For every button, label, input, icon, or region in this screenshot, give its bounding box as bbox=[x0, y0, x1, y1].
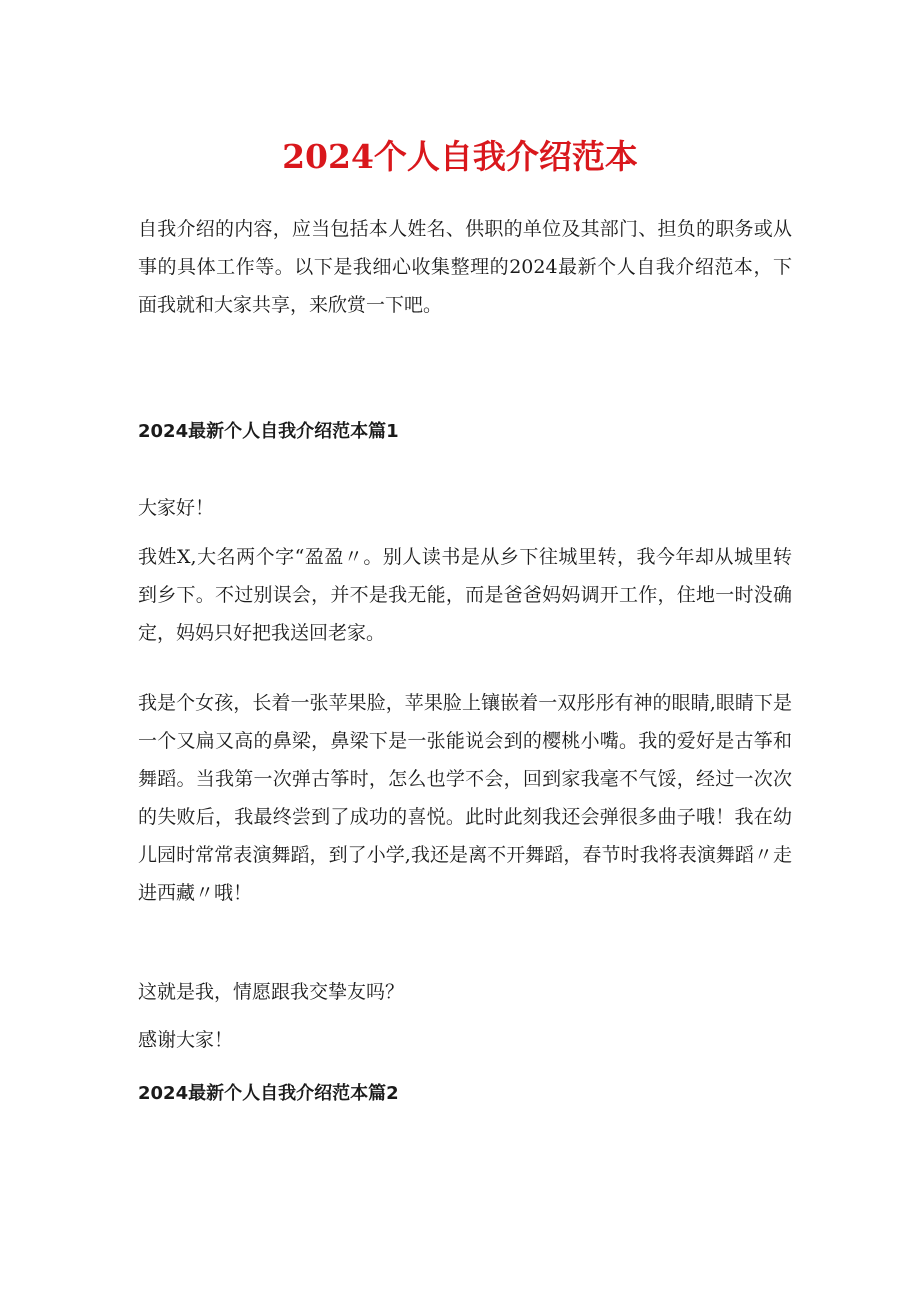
document-title: 2024个人自我介绍范本 bbox=[282, 137, 638, 176]
thanks-paragraph: 感谢大家！ bbox=[138, 1029, 234, 1051]
section-1-heading: 2024最新个人自我介绍范本篇1 bbox=[138, 421, 399, 442]
name-paragraph: 我姓X,大名两个字“盈盈〃。别人读书是从乡下往城里转，我今年却从城里转到乡下。不过别误会，并不是我无能，而是爸爸妈妈调开工作，住地一时没确定，妈妈只好把我送回老家。 bbox=[138, 546, 792, 644]
greeting-paragraph: 大家好！ bbox=[138, 497, 215, 519]
section-2-heading: 2024最新个人自我介绍范本篇2 bbox=[138, 1083, 399, 1104]
description-paragraph: 我是个女孩，长着一张苹果脸，苹果脸上镶嵌着一双彤彤有神的眼睛,眼睛下是一个又扁又高的鼻梁，鼻梁下是一张能说会到的樱桃小嘴。我的爱好是古筝和舞蹈。当我第一次弹古筝时，怎么也学不会，回到家我毫不气馁，经过一次次的失败后，我最终尝到了成功的喜悦。此时此刻我还会弹很多曲子哦！我在幼儿园时常常表演舞蹈，到了小学,我还是离不开舞蹈，春节时我将表演舞蹈〃走进西藏〃哦！ bbox=[138, 692, 792, 904]
intro-paragraph: 自我介绍的内容，应当包括本人姓名、供职的单位及其部门、担负的职务或从事的具体工作等。以下是我细心收集整理的2024最新个人自我介绍范本，下面我就和大家共享，来欣赏一下吧。 bbox=[138, 218, 792, 316]
friendship-paragraph: 这就是我，情愿跟我交挚友吗？ bbox=[138, 981, 405, 1003]
